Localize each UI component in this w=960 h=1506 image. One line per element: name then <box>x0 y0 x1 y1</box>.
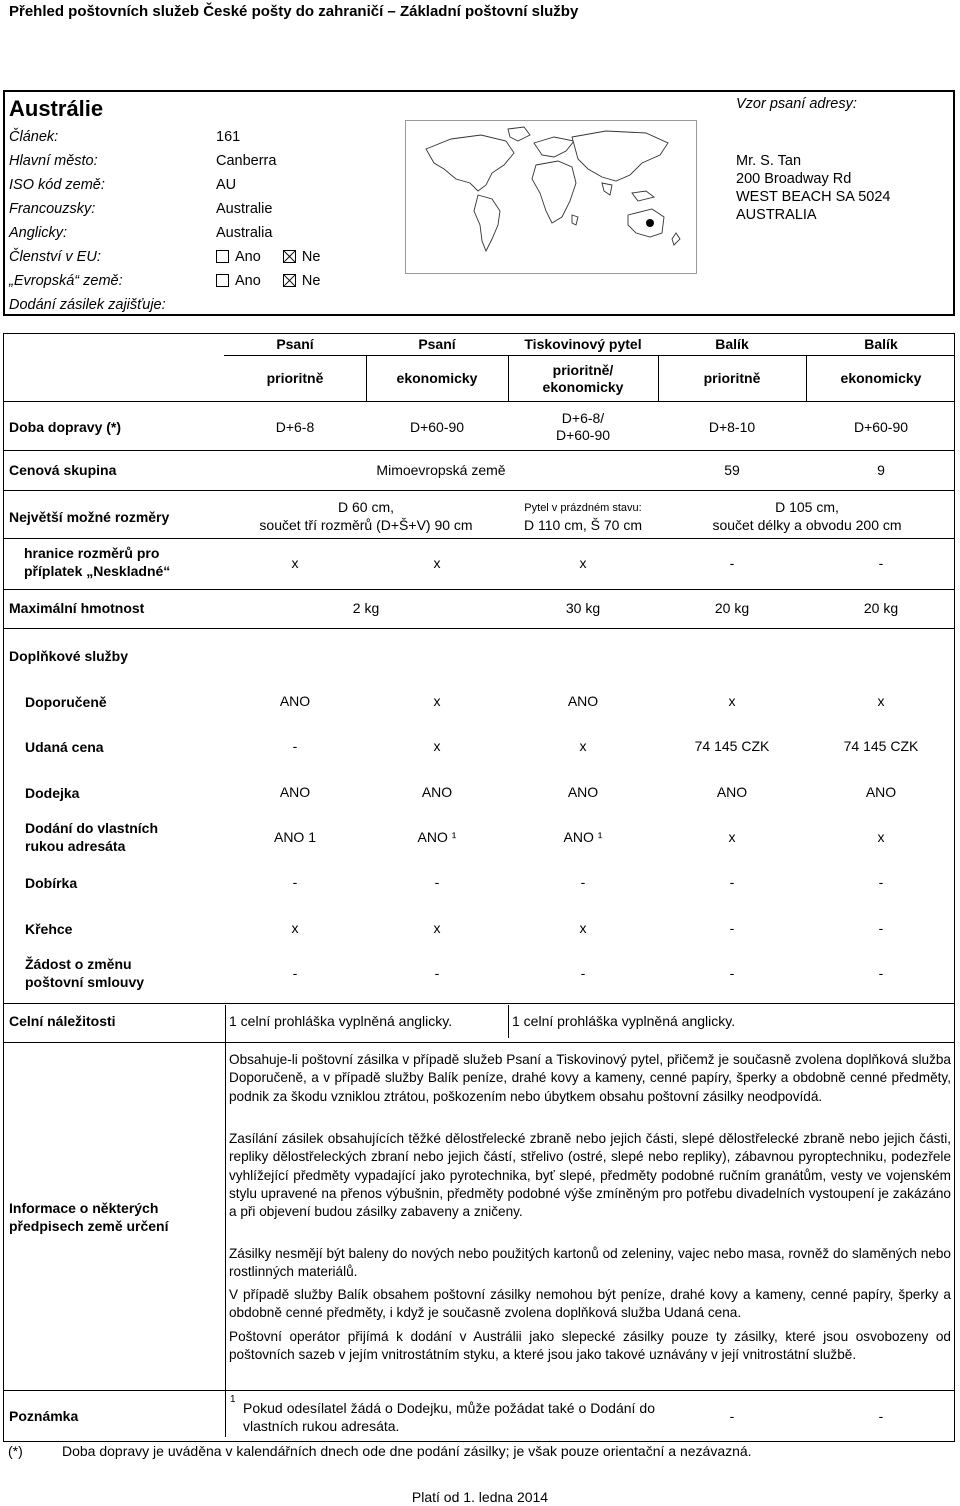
extra-service-value: ANO <box>279 784 311 800</box>
surcharge-letter-economy: x <box>433 555 441 571</box>
iso-label: ISO kód země: <box>9 177 105 193</box>
col-sep <box>225 1005 226 1437</box>
extra-service-label: Dodání do vlastních rukou adresáta <box>25 820 159 854</box>
document-title: Přehled poštovních služeb České pošty do zahraničí – Základní poštovní služby <box>9 3 579 20</box>
english-value: Australia <box>216 225 273 241</box>
info-paragraph-4: V případě služby Balík obsahem poštovní zásilky nemohou být peníze, drahé kovy a kameny, cenné papíry, šperky a obdobně cenné předměty, i když je současně zvolena doplňková služba Udaná cena. <box>229 1287 951 1321</box>
extra-service-value: - <box>292 738 298 754</box>
extra-service-value: - <box>434 965 440 981</box>
max-weight-parcel-priority: 20 kg <box>714 600 750 616</box>
extra-service-label: Křehce <box>25 921 73 937</box>
price-group-label: Cenová skupina <box>9 462 117 478</box>
max-weight-parcel-economy: 20 kg <box>863 600 899 616</box>
col-header-parcel-economy: Balík <box>864 336 898 352</box>
extra-service-value: x <box>291 920 299 936</box>
surcharge-parcel-priority: - <box>729 555 735 571</box>
max-weight-letters: 2 kg <box>352 600 380 616</box>
note-footnote-number: 1 <box>230 1394 236 1405</box>
transport-parcel-economy: D+60-90 <box>853 419 909 435</box>
surcharge-parcel-economy: - <box>878 555 884 571</box>
european-yes-label: Ano <box>235 273 261 289</box>
extra-service-value: 74 145 CZK <box>694 738 770 754</box>
valid-from: Platí od 1. ledna 2014 <box>411 1489 549 1505</box>
extra-service-value: x <box>433 920 441 936</box>
address-sample-label: Vzor psaní adresy: <box>736 96 857 112</box>
dimensions-parcels-2: součet délky a obvodu 200 cm <box>712 517 902 533</box>
extra-service-value: ANO ¹ <box>563 829 603 845</box>
footnote-mark: (*) <box>8 1443 23 1459</box>
extra-service-value: ANO <box>567 784 599 800</box>
extra-service-value: x <box>579 920 587 936</box>
extra-service-value: - <box>878 874 884 890</box>
extra-services-label: Doplňkové služby <box>9 648 129 664</box>
transport-letter-economy: D+60-90 <box>409 419 465 435</box>
eu-yes-checkbox[interactable] <box>216 250 229 263</box>
extra-service-value: - <box>878 965 884 981</box>
sub-header-bag-1: prioritně/ <box>552 362 614 378</box>
extra-service-value: 74 145 CZK <box>843 738 919 754</box>
australia-marker-icon <box>646 219 654 227</box>
note-text: Pokud odesílatel žádá o Dodejku, může požádat také o Dodání do vlastních rukou adresáta. <box>243 1400 655 1434</box>
col-header-letter-priority: Psaní <box>276 336 314 352</box>
max-weight-bag: 30 kg <box>565 600 601 616</box>
header-underline <box>224 355 955 356</box>
world-map-image <box>406 121 696 273</box>
extra-service-value: ANO <box>865 784 897 800</box>
capital-label: Hlavní město: <box>9 153 98 169</box>
extra-service-value: - <box>292 874 298 890</box>
info-paragraph-5: Poštovní operátor přijímá k dodání v Austrálii jako slepecké zásilky pouze ty zásilky, které jsou osvobozeny od poštovních sazeb v jejím vnitrostátním styku, a které jsou jako takové uznávány v její vnitrostátní službě. <box>229 1329 951 1363</box>
extra-service-value: x <box>877 829 885 845</box>
french-value: Australie <box>216 201 273 217</box>
world-map <box>405 120 697 274</box>
row-sep <box>3 450 955 451</box>
article-value: 161 <box>216 129 241 145</box>
eu-yes-label: Ano <box>235 249 261 265</box>
info-divider <box>3 1042 955 1043</box>
sub-header-parcel-economy: ekonomicky <box>840 370 922 386</box>
extra-service-value: ANO <box>279 693 311 709</box>
surcharge-label-1: hranice rozměrů pro <box>24 545 160 561</box>
english-label: Anglicky: <box>9 225 68 241</box>
price-group-parcel-economy: 9 <box>877 462 885 478</box>
capital-value: Canberra <box>216 153 277 169</box>
european-country-label: „Evropská“ země: <box>9 273 123 289</box>
extra-service-value: - <box>580 874 586 890</box>
european-no-checkbox[interactable] <box>283 274 296 287</box>
row-sep <box>3 1003 955 1004</box>
note-parcel-priority: - <box>729 1408 735 1424</box>
extra-service-value: ANO <box>716 784 748 800</box>
delivery-provider-label: Dodání zásilek zajišťuje: <box>9 297 166 313</box>
dimensions-bag-2: D 110 cm, Š 70 cm <box>523 517 642 533</box>
price-group-parcel-priority: 59 <box>724 462 740 478</box>
extra-service-label: Udaná cena <box>25 739 104 755</box>
customs-label: Celní náležitosti <box>9 1013 116 1029</box>
extra-service-value: x <box>579 738 587 754</box>
extra-service-value: - <box>434 874 440 890</box>
extra-service-value: - <box>878 920 884 936</box>
info-paragraph-3: Zásilky nesmějí být baleny do nových nebo použitých kartonů od zeleniny, vajec nebo masa, rovněž do slaměných nebo rostlinných materiálů. <box>229 1246 951 1280</box>
extra-service-value: ANO ¹ <box>417 829 457 845</box>
extra-service-label: Doporučeně <box>25 694 107 710</box>
french-label: Francouzsky: <box>9 201 96 217</box>
row-sep <box>3 538 955 539</box>
address-line-3: WEST BEACH SA 5024 <box>736 189 891 205</box>
sub-header-bag-2: ekonomicky <box>542 379 624 395</box>
extra-service-value: - <box>292 965 298 981</box>
iso-value: AU <box>216 177 237 193</box>
country-name: Austrálie <box>9 96 104 121</box>
address-line-4: AUSTRALIA <box>736 207 817 223</box>
extra-service-value: - <box>729 874 735 890</box>
extra-service-value: x <box>433 738 441 754</box>
surcharge-letter-priority: x <box>291 555 299 571</box>
extra-service-value: - <box>729 920 735 936</box>
address-line-2: 200 Broadway Rd <box>736 171 852 187</box>
transport-bag-2: D+60-90 <box>555 427 611 443</box>
note-label: Poznámka <box>9 1408 79 1424</box>
extra-service-label: Žádost o změnu poštovní smlouvy <box>25 956 145 990</box>
article-label: Článek: <box>9 129 59 145</box>
extra-service-value: x <box>433 693 441 709</box>
col-sep <box>508 1005 509 1038</box>
col-header-letter-economy: Psaní <box>418 336 456 352</box>
col-header-printed-bag: Tiskovinový pytel <box>524 336 642 352</box>
surcharge-bag: x <box>579 555 587 571</box>
eu-membership-checkboxes <box>216 249 320 265</box>
info-label: Informace o některých předpisech země určení <box>9 1200 169 1234</box>
transport-letter-priority: D+6-8 <box>275 419 315 435</box>
extra-service-value: x <box>728 829 736 845</box>
dimensions-parcels-1: D 105 cm, <box>775 499 839 515</box>
european-no-label: Ne <box>301 273 321 289</box>
european-country-checkboxes <box>216 273 320 289</box>
customs-parcels: 1 celní prohláška vyplněná anglicky. <box>512 1013 736 1029</box>
surcharge-label-2: příplatek „Neskladné“ <box>24 563 171 579</box>
extra-service-value: - <box>580 965 586 981</box>
note-parcel-economy: - <box>878 1408 884 1424</box>
customs-letters: 1 celní prohláška vyplněná anglicky. <box>229 1013 453 1029</box>
eu-no-label: Ne <box>301 249 321 265</box>
col-header-parcel-priority: Balík <box>715 336 749 352</box>
sub-header-priority: prioritně <box>266 370 324 386</box>
max-weight-label: Maximální hmotnost <box>9 600 145 616</box>
extra-service-value: ANO <box>421 784 453 800</box>
dimensions-letters-2: součet tří rozměrů (D+Š+V) 90 cm <box>259 517 473 533</box>
dimensions-letters-1: D 60 cm, <box>337 499 394 515</box>
row-sep <box>3 628 955 629</box>
row-sep <box>3 1390 955 1391</box>
transport-bag-1: D+6-8/ <box>561 410 605 426</box>
info-paragraph-1: Obsahuje-li poštovní zásilka v případě služeb Psaní a Tiskovinový pytel, přičemž je současně zvolena doplňková služba Doporučeně, a v případě služby Balík peníze, drahé kovy a kameny, cenné papíry, šperky a obdobně cenné předměty, podnik za škodu vzniklou ztrátou, poškozením nebo úbytkem obsahu poštovní zásilky neodpovídá. <box>229 1052 951 1104</box>
dimensions-bag-1: Pytel v prázdném stavu: <box>524 502 642 514</box>
eu-membership-label: Členství v EU: <box>9 249 101 265</box>
row-sep <box>3 490 955 491</box>
transport-parcel-priority: D+8-10 <box>708 419 756 435</box>
address-line-1: Mr. S. Tan <box>736 153 802 169</box>
extra-service-value: - <box>729 965 735 981</box>
extra-service-value: ANO 1 <box>273 829 316 845</box>
price-group-letters: Mimoevropská země <box>376 462 506 478</box>
info-paragraph-2: Zasílání zásilek obsahujících těžké dělostřelecké zbraně nebo jejich části, slepé dělostřelecké zbraně nebo jejich části, repliky dělostřeleckých zbraní nebo jejich částí, střelivo (ostré, slepé nebo repliky), zábavnou pyroptechniku, podezřele vyhlížející předměty vypadající jako pyrotechnika, byť slepé, předměty podobné ručním granátům, vesty ve vojenském stylu upravené na přenos výbušnin, předměty podobné výše zmíněným pro potřebu divadelních vystoupení je zakázáno a při objevení budou zásilky zabaveny a zničeny. <box>229 1131 951 1220</box>
extra-service-value: x <box>728 693 736 709</box>
row-sep <box>3 401 955 402</box>
european-yes-checkbox[interactable] <box>216 274 229 287</box>
footnote-text: Doba dopravy je uváděna v kalendářních dnech ode dne podání zásilky; je však pouze orientační a nezávazná. <box>62 1443 752 1459</box>
extra-service-value: x <box>877 693 885 709</box>
sub-header-economy: ekonomicky <box>396 370 478 386</box>
extra-service-label: Dodejka <box>25 785 80 801</box>
extra-service-value: ANO <box>567 693 599 709</box>
row-sep <box>3 589 955 590</box>
sub-header-parcel-priority: prioritně <box>703 370 761 386</box>
eu-no-checkbox[interactable] <box>283 250 296 263</box>
max-dimensions-label: Největší možné rozměry <box>9 509 170 525</box>
transport-time-label: Doba dopravy (*) <box>9 419 122 435</box>
extra-service-label: Dobírka <box>25 875 78 891</box>
